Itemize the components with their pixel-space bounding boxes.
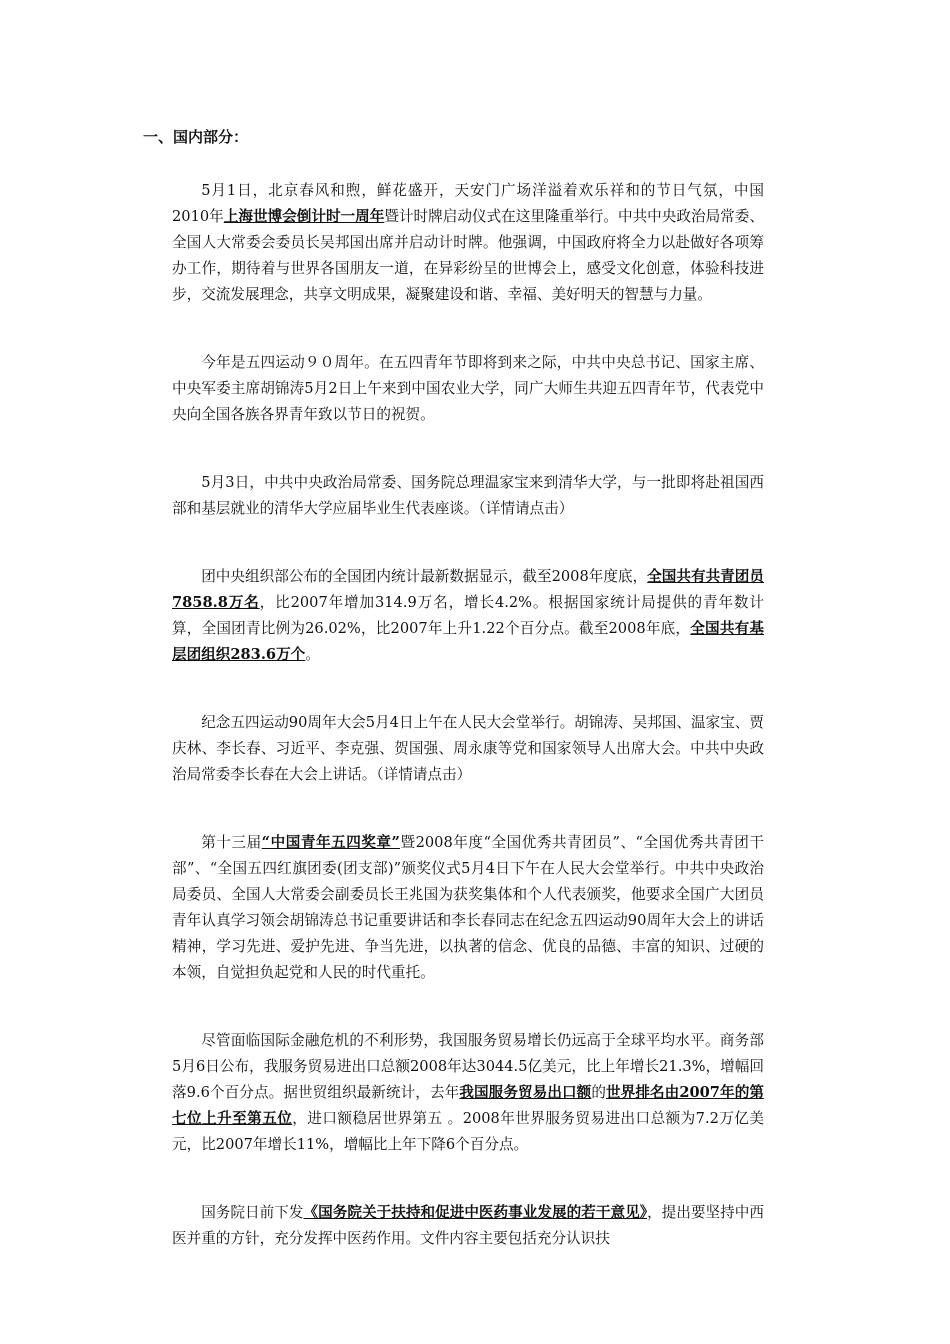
paragraph-text: 5月1日，北京春风和煦，鲜花盛开，天安门广场洋溢着欢乐祥和的节日气氛，中国2010年	[172, 182, 764, 225]
highlighted-phrase: 上海世博会倒计时一周年	[223, 208, 385, 225]
section-heading: 一、国内部分：	[143, 128, 249, 146]
paragraph-text: 第十三届	[201, 834, 262, 851]
paragraph-text: 国务院日前下发	[201, 1204, 304, 1221]
highlighted-phrase: 全国共有共青团员7858.8万名	[172, 568, 764, 611]
paragraph-text: 尽管面临国际金融危机的不利形势，我国服务贸易增长仍远高于全球平均水平。商务部5月6日公布，我服务贸易进出口总额2008年达3044.5亿美元，比上年增长21.3%，增幅回落9.6个百分点。据世贸组织最新统计，去年	[172, 1032, 764, 1101]
paragraph	[172, 564, 764, 668]
paragraph	[172, 178, 764, 308]
highlighted-phrase: 世界排名由2007年的第七位上升至第五位	[172, 1084, 764, 1127]
paragraph	[172, 1028, 764, 1158]
paragraph-text: 团中央组织部公布的全国团内统计最新数据显示，截至2008年度底，	[201, 568, 648, 585]
paragraph	[172, 1200, 764, 1252]
highlighted-phrase: 我国服务贸易出口额	[459, 1084, 592, 1101]
paragraph-text: 暨计时牌启动仪式在这里隆重举行。中共中央政治局常委、全国人大常委会委员长吴邦国出席并启动计时牌。他强调，中国政府将全力以赴做好各项筹办工作，期待着与世界各国朋友一道，在异彩纷呈的世博会上，感受文化创意，体验科技进步，交流发展理念，共享文明成果，凝聚建设和谐、幸福、美好明天的智慧与力量。	[172, 208, 764, 303]
paragraph	[172, 350, 764, 428]
paragraph-text: 纪念五四运动90周年大会5月4日上午在人民大会堂举行。胡锦涛、吴邦国、温家宝、贾庆林、李长春、习近平、李克强、贺国强、周永康等党和国家领导人出席大会。中共中央政治局常委李长春在大会上讲话。（详情请点击）	[172, 714, 764, 783]
paragraph-text: ，提出要坚持中西医并重的方针，充分发挥中医药作用。文件内容主要包括充分认识扶	[172, 1204, 764, 1247]
paragraph	[172, 710, 764, 788]
paragraph-text: 暨2008年度“全国优秀共青团员”、“全国优秀共青团干部”、“全国五四红旗团委(团支部)”颁奖仪式5月4日下午在人民大会堂举行。中共中央政治局委员、全国人大常委会副委员长王兆国为获奖集体和个人代表颁奖，他要求全国广大团员青年认真学习领会胡锦涛总书记重要讲话和李长春同志在纪念五四运动90周年大会上的讲话精神，学习先进、爱护先进、争当先进，以执著的信念、优良的品德、丰富的知识、过硬的本领，自觉担负起党和人民的时代重托。	[172, 834, 764, 981]
paragraph	[172, 830, 764, 986]
highlighted-phrase: 《国务院关于扶持和促进中医药事业发展的若干意见》	[303, 1204, 648, 1221]
paragraph-text: 。	[305, 646, 320, 663]
highlighted-phrase: “中国青年五四奖章”	[261, 834, 400, 851]
paragraph-text: ，进口额稳居世界第五 。2008年世界服务贸易进出口总额为7.2万亿美元，比2007年增长11%，增幅比上年下降6个百分点。	[172, 1110, 764, 1153]
paragraph	[172, 470, 764, 522]
paragraph-text: ，比2007年增加314.9万名，增长4.2%。根据国家统计局提供的青年数计算，全国团青比例为26.02%，比2007年上升1.22个百分点。截至2008年底，	[172, 594, 764, 637]
paragraph-text: 的	[591, 1084, 606, 1101]
paragraph-text: 5月3日，中共中央政治局常委、国务院总理温家宝来到清华大学，与一批即将赴祖国西部和基层就业的清华大学应届毕业生代表座谈。（详情请点击）	[172, 474, 764, 517]
paragraph-text: 今年是五四运动９０周年。在五四青年节即将到来之际，中共中央总书记、国家主席、中央军委主席胡锦涛5月2日上午来到中国农业大学，同广大师生共迎五四青年节，代表党中央向全国各族各界青年致以节日的祝贺。	[172, 354, 764, 423]
document-body	[172, 178, 764, 1294]
highlighted-phrase: 全国共有基层团组织283.6万个	[172, 620, 764, 663]
